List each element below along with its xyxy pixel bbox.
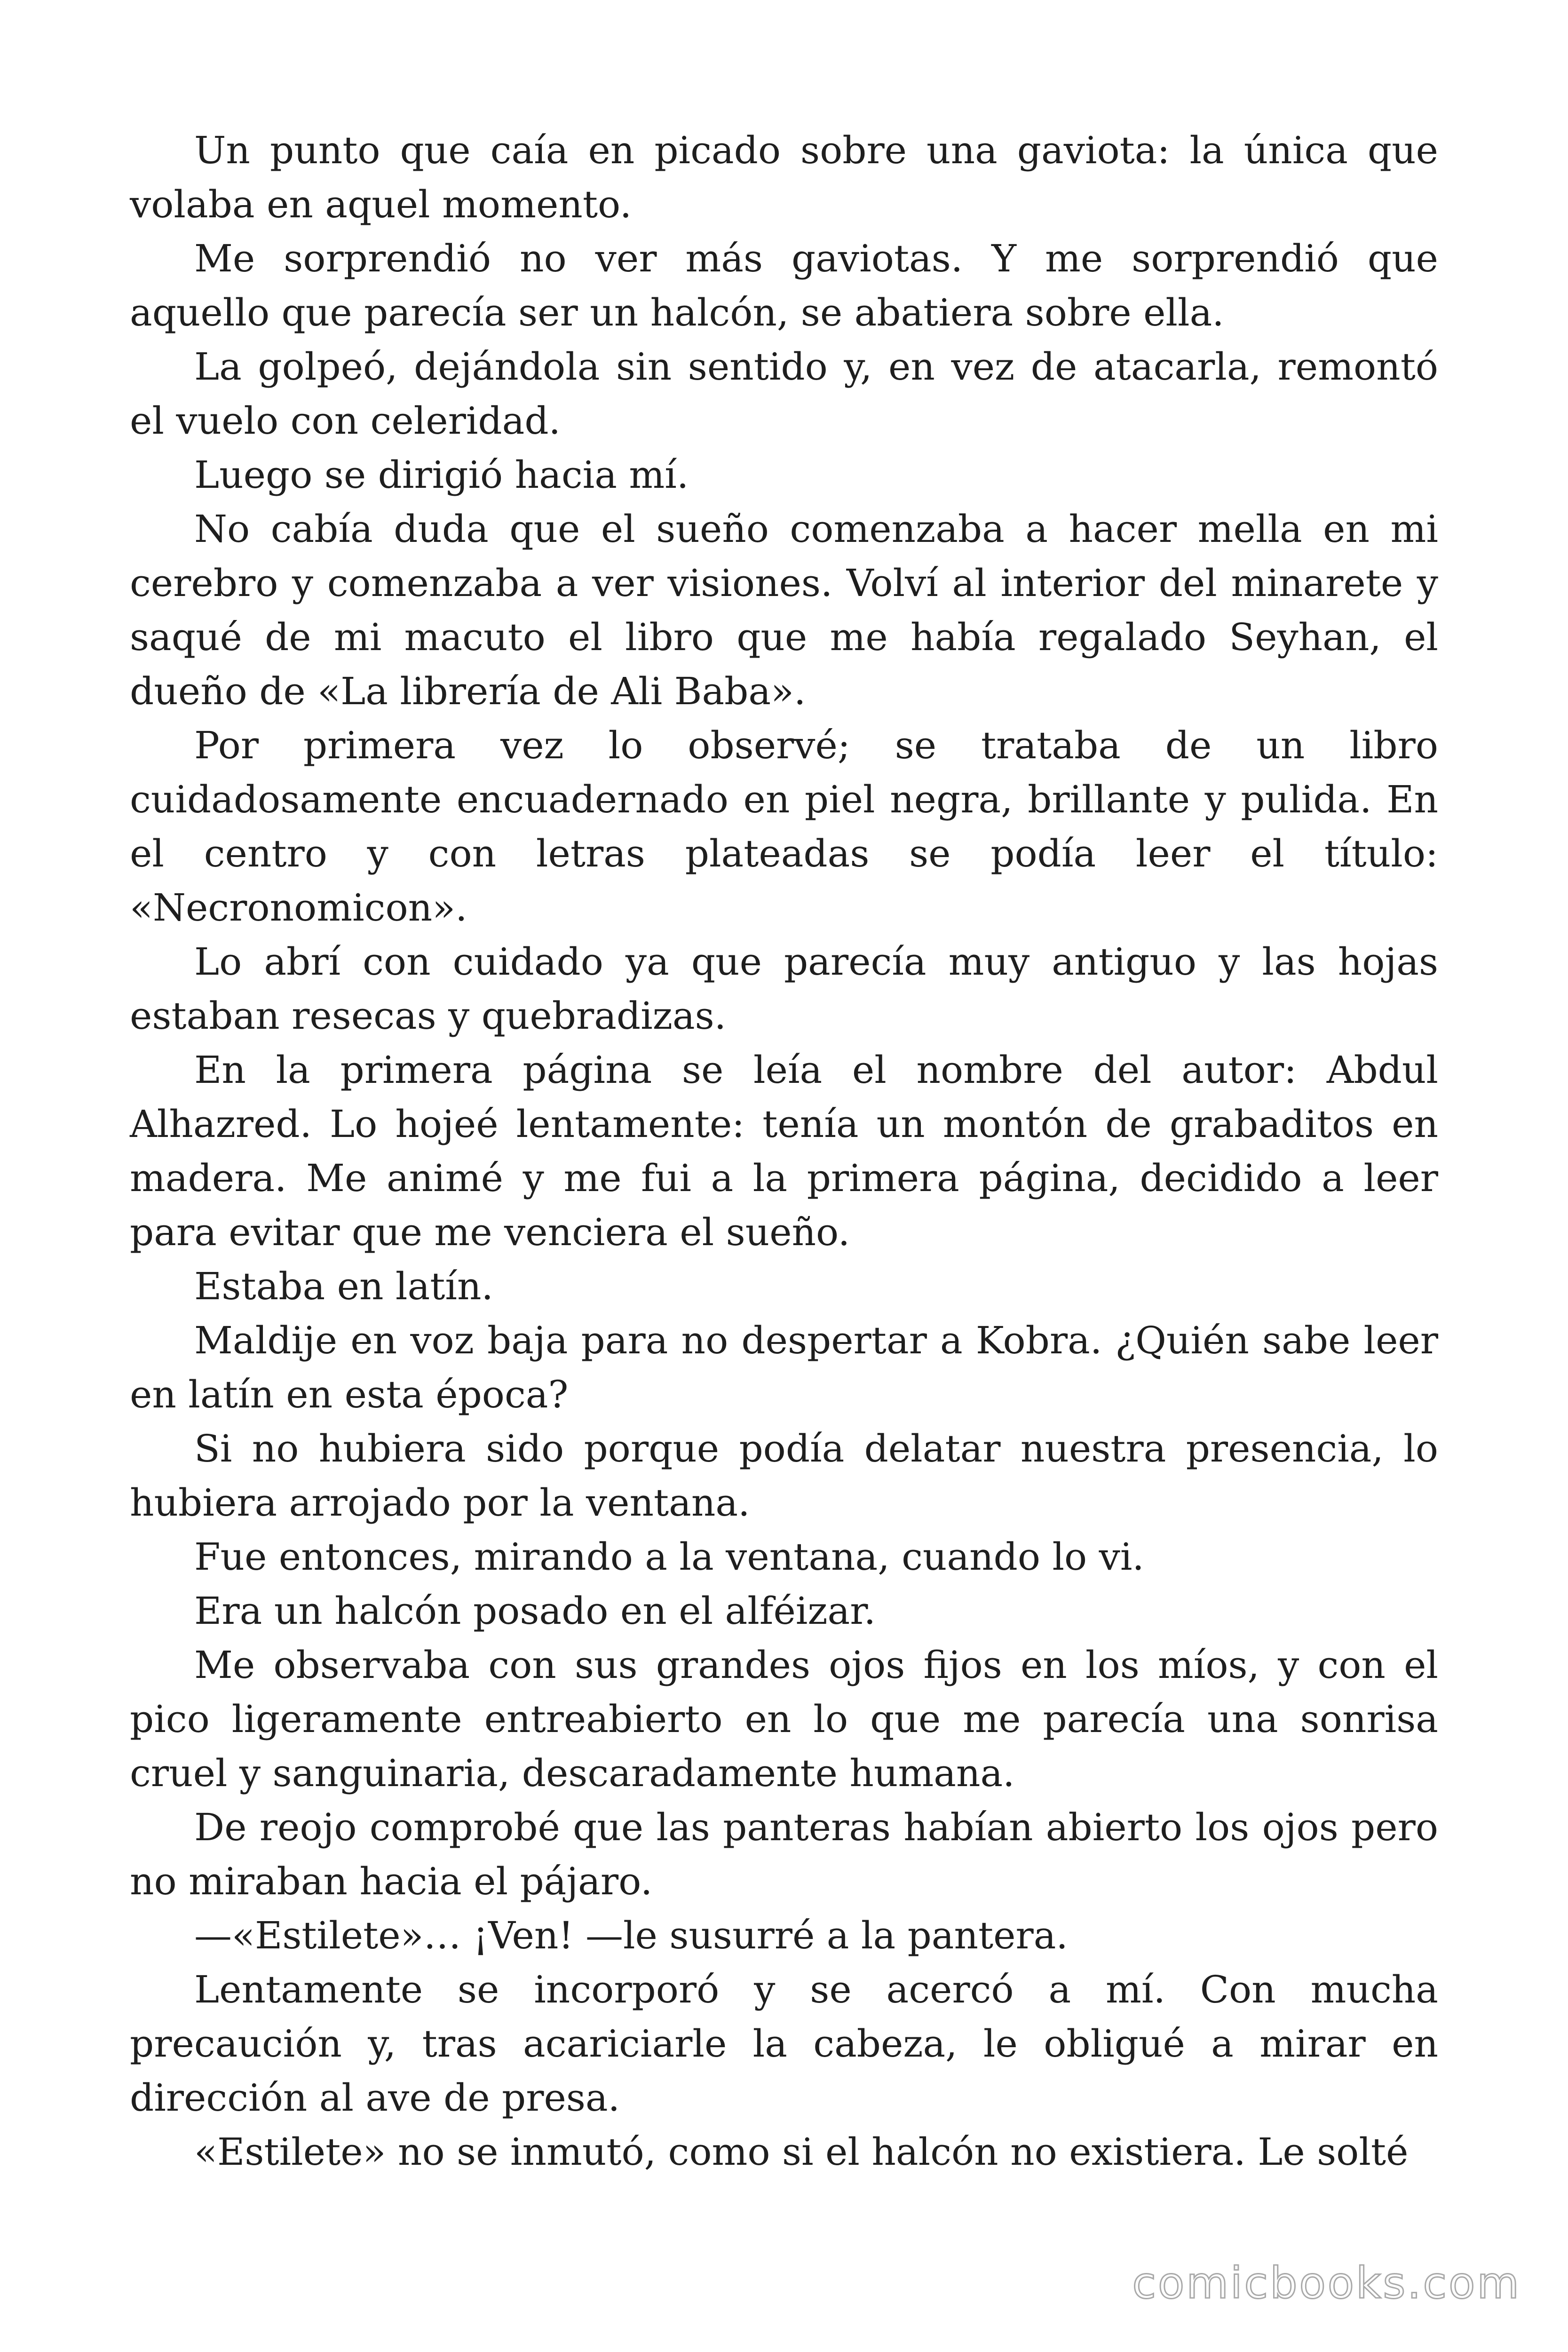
paragraph: De reojo comprobé que las panteras habían abierto los ojos pero no miraban hacia el pájaro.: [130, 1805, 1438, 1903]
paragraph: No cabía duda que el sueño comenzaba a hacer mella en mi cerebro y comenzaba a ver visiones. Volví al interior del minarete y saqué de mi macuto el libro que me había regalado Seyhan, el dueño de «La librería de Ali Baba».: [130, 507, 1438, 713]
paragraph: Un punto que caía en picado sobre una gaviota: la única que volaba en aquel momento.: [130, 128, 1438, 226]
paragraph: Luego se dirigió hacia mí.: [194, 453, 689, 497]
paragraph: Maldije en voz baja para no despertar a Kobra. ¿Quién sabe leer en latín en esta época?: [130, 1319, 1438, 1416]
paragraph: Era un halcón posado en el alféizar.: [194, 1589, 876, 1633]
page-body: [130, 123, 1438, 2179]
paragraph: Lo abrí con cuidado ya que parecía muy antiguo y las hojas estaban resecas y quebradizas.: [130, 940, 1438, 1038]
paragraph: Estaba en latín.: [194, 1264, 493, 1308]
paragraph: Por primera vez lo observé; se trataba de un libro cuidadosamente encuadernado en piel negra, brillante y pulida. En el centro y con letras plateadas se podía leer el título: «Necronomicon».: [130, 723, 1438, 930]
paragraph: Me observaba con sus grandes ojos fijos en los míos, y con el pico ligeramente entreabierto en lo que me parecía una sonrisa cruel y sanguinaria, descaradamente humana.: [130, 1643, 1438, 1795]
paragraph: —«Estilete»… ¡Ven! —le susurré a la pantera.: [194, 1914, 1068, 1957]
paragraph: Me sorprendió no ver más gaviotas. Y me sorprendió que aquello que parecía ser un halcón, se abatiera sobre ella.: [130, 237, 1438, 334]
paragraph: La golpeó, dejándola sin sentido y, en vez de atacarla, remontó el vuelo con celeridad.: [130, 345, 1438, 443]
paragraph: Lentamente se incorporó y se acercó a mí. Con mucha precaución y, tras acariciarle la cabeza, le obligué a mirar en dirección al ave de presa.: [130, 1968, 1438, 2120]
paragraph: Fue entonces, mirando a la ventana, cuando lo vi.: [194, 1535, 1144, 1579]
paragraph: «Estilete» no se inmutó, como si el halcón no existiera. Le solté: [194, 2130, 1409, 2174]
watermark: comicbooks.com: [1132, 2258, 1521, 2308]
paragraph: Si no hubiera sido porque podía delatar nuestra presencia, lo hubiera arrojado por la ventana.: [130, 1427, 1438, 1525]
paragraph: En la primera página se leía el nombre del autor: Abdul Alhazred. Lo hojeé lentamente: tenía un montón de grabaditos en madera. Me animé y me fui a la primera página, decidido a leer para evitar que me venciera el sueño.: [130, 1048, 1438, 1254]
